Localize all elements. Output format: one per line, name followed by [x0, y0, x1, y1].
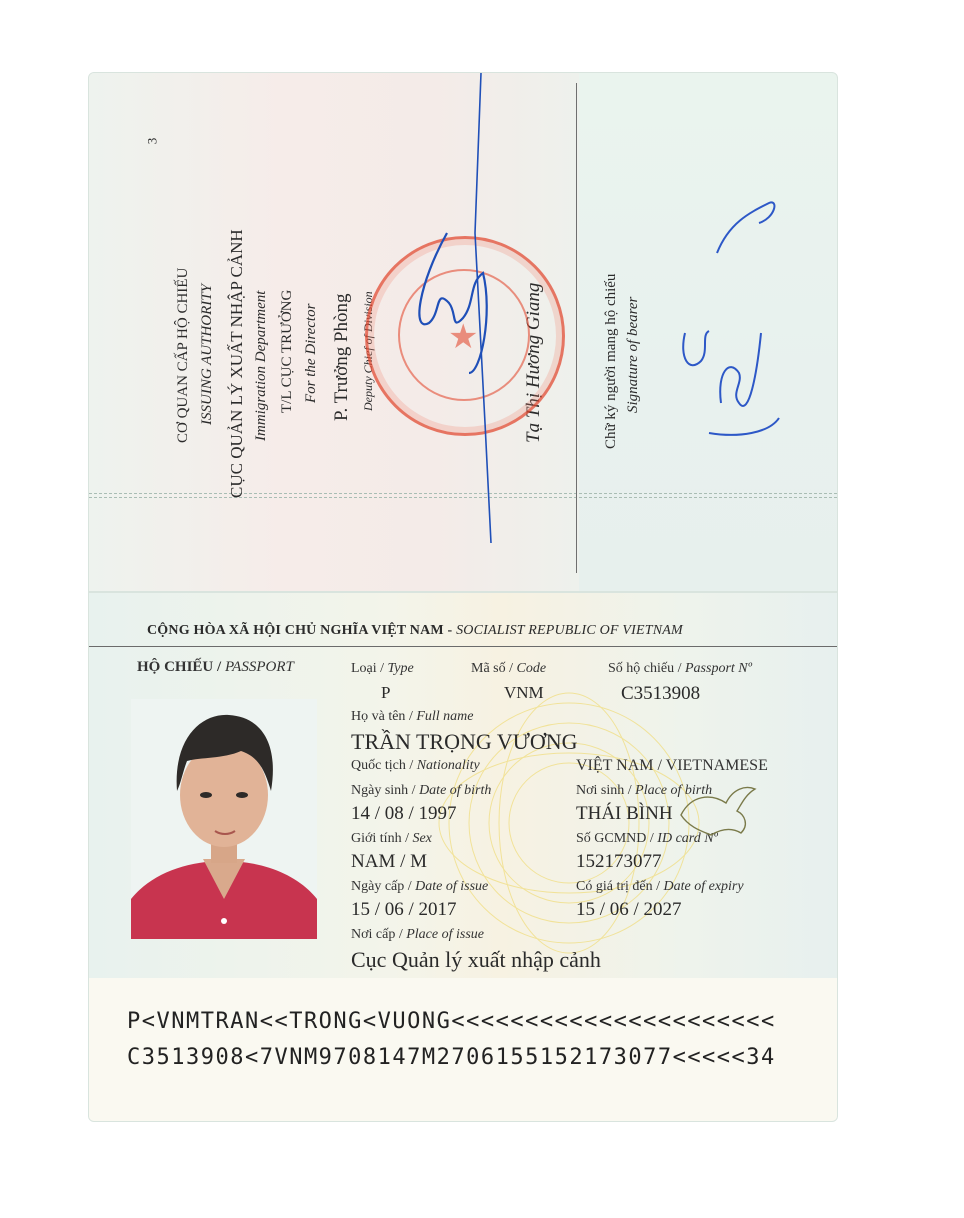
for-director-vi: T/L CỤC TRƯỞNG — [279, 289, 295, 413]
nationality-label: Quốc tịch / Nationality — [351, 758, 480, 773]
dob-label: Ngày sinh / Date of birth — [351, 783, 492, 798]
header-rule — [89, 646, 837, 647]
nationality-value: VIỆT NAM / VIETNAMESE — [576, 757, 768, 774]
passport-number-label: Số hộ chiếu / Passport Nº — [608, 661, 752, 676]
department-vi: CỤC QUẢN LÝ XUẤT NHẬP CẢNH — [227, 229, 246, 498]
official-seal-icon: ★ — [365, 236, 565, 436]
id-card-value: 152173077 — [576, 851, 662, 872]
expiry-date-value: 15 / 06 / 2027 — [576, 899, 682, 920]
place-of-issue-label: Nơi cấp / Place of issue — [351, 927, 484, 942]
signatures-drawing — [89, 73, 837, 591]
bearer-signature-label-en: Signature of bearer — [625, 296, 641, 413]
code-value: VNM — [504, 683, 544, 702]
department-en: Immigration Department — [253, 290, 269, 441]
mrz-line-2: C3513908<7VNM9708147M2706155152173077<<<<<34 — [127, 1045, 776, 1070]
type-label: Loại / Type — [351, 661, 414, 676]
page-number: 3 — [144, 137, 160, 145]
official-signature-icon — [475, 73, 491, 543]
mrz-line-1: P<VNMTRAN<<TRONG<VUONG<<<<<<<<<<<<<<<<<<<<<< — [127, 1009, 776, 1034]
deputy-title-en: Deputy Chief of Division — [361, 291, 375, 411]
dove-emblem-icon — [671, 775, 761, 845]
full-name-label: Họ và tên / Full name — [351, 709, 474, 724]
pob-value: THÁI BÌNH — [576, 803, 673, 824]
sex-label: Giới tính / Sex — [351, 831, 432, 846]
data-page — [88, 592, 838, 1122]
for-director-en: For the Director — [303, 303, 319, 403]
passport-number-value: C3513908 — [621, 683, 701, 704]
sex-value: NAM / M — [351, 851, 428, 872]
pob-label: Nơi sinh / Place of birth — [576, 783, 713, 798]
deputy-title-vi: P. Trưởng Phòng — [331, 293, 352, 421]
dob-value: 14 / 08 / 1997 — [351, 803, 457, 824]
id-card-label: Số GCMND / ID card Nº — [576, 831, 718, 846]
full-name-value: TRẦN TRỌNG VƯƠNG — [351, 729, 578, 754]
place-of-issue-value: Cục Quản lý xuất nhập cảnh — [351, 947, 601, 972]
type-value: P — [381, 683, 391, 702]
official-name: Tạ Thị Hương Giang — [523, 282, 544, 443]
observations-page — [88, 72, 838, 592]
country-header: CỘNG HÒA XÃ HỘI CHỦ NGHĨA VIỆT NAM - SOCIALIST REPUBLIC OF VIETNAM — [147, 623, 683, 638]
bearer-signature-icon — [709, 333, 779, 435]
authority-en: ISSUING AUTHORITY — [199, 284, 215, 425]
code-label: Mã số / Code — [471, 661, 547, 676]
bearer-signature-label-vi: Chữ ký người mang hộ chiếu — [603, 273, 619, 449]
portrait-photo — [131, 699, 317, 939]
issue-date-label: Ngày cấp / Date of issue — [351, 879, 489, 894]
expiry-date-label: Có giá trị đến / Date of expiry — [576, 879, 744, 894]
authority-vi: CƠ QUAN CẤP HỘ CHIẾU — [175, 267, 191, 443]
issue-date-value: 15 / 06 / 2017 — [351, 899, 457, 920]
document-label: HỘ CHIẾU / PASSPORT — [137, 659, 294, 675]
